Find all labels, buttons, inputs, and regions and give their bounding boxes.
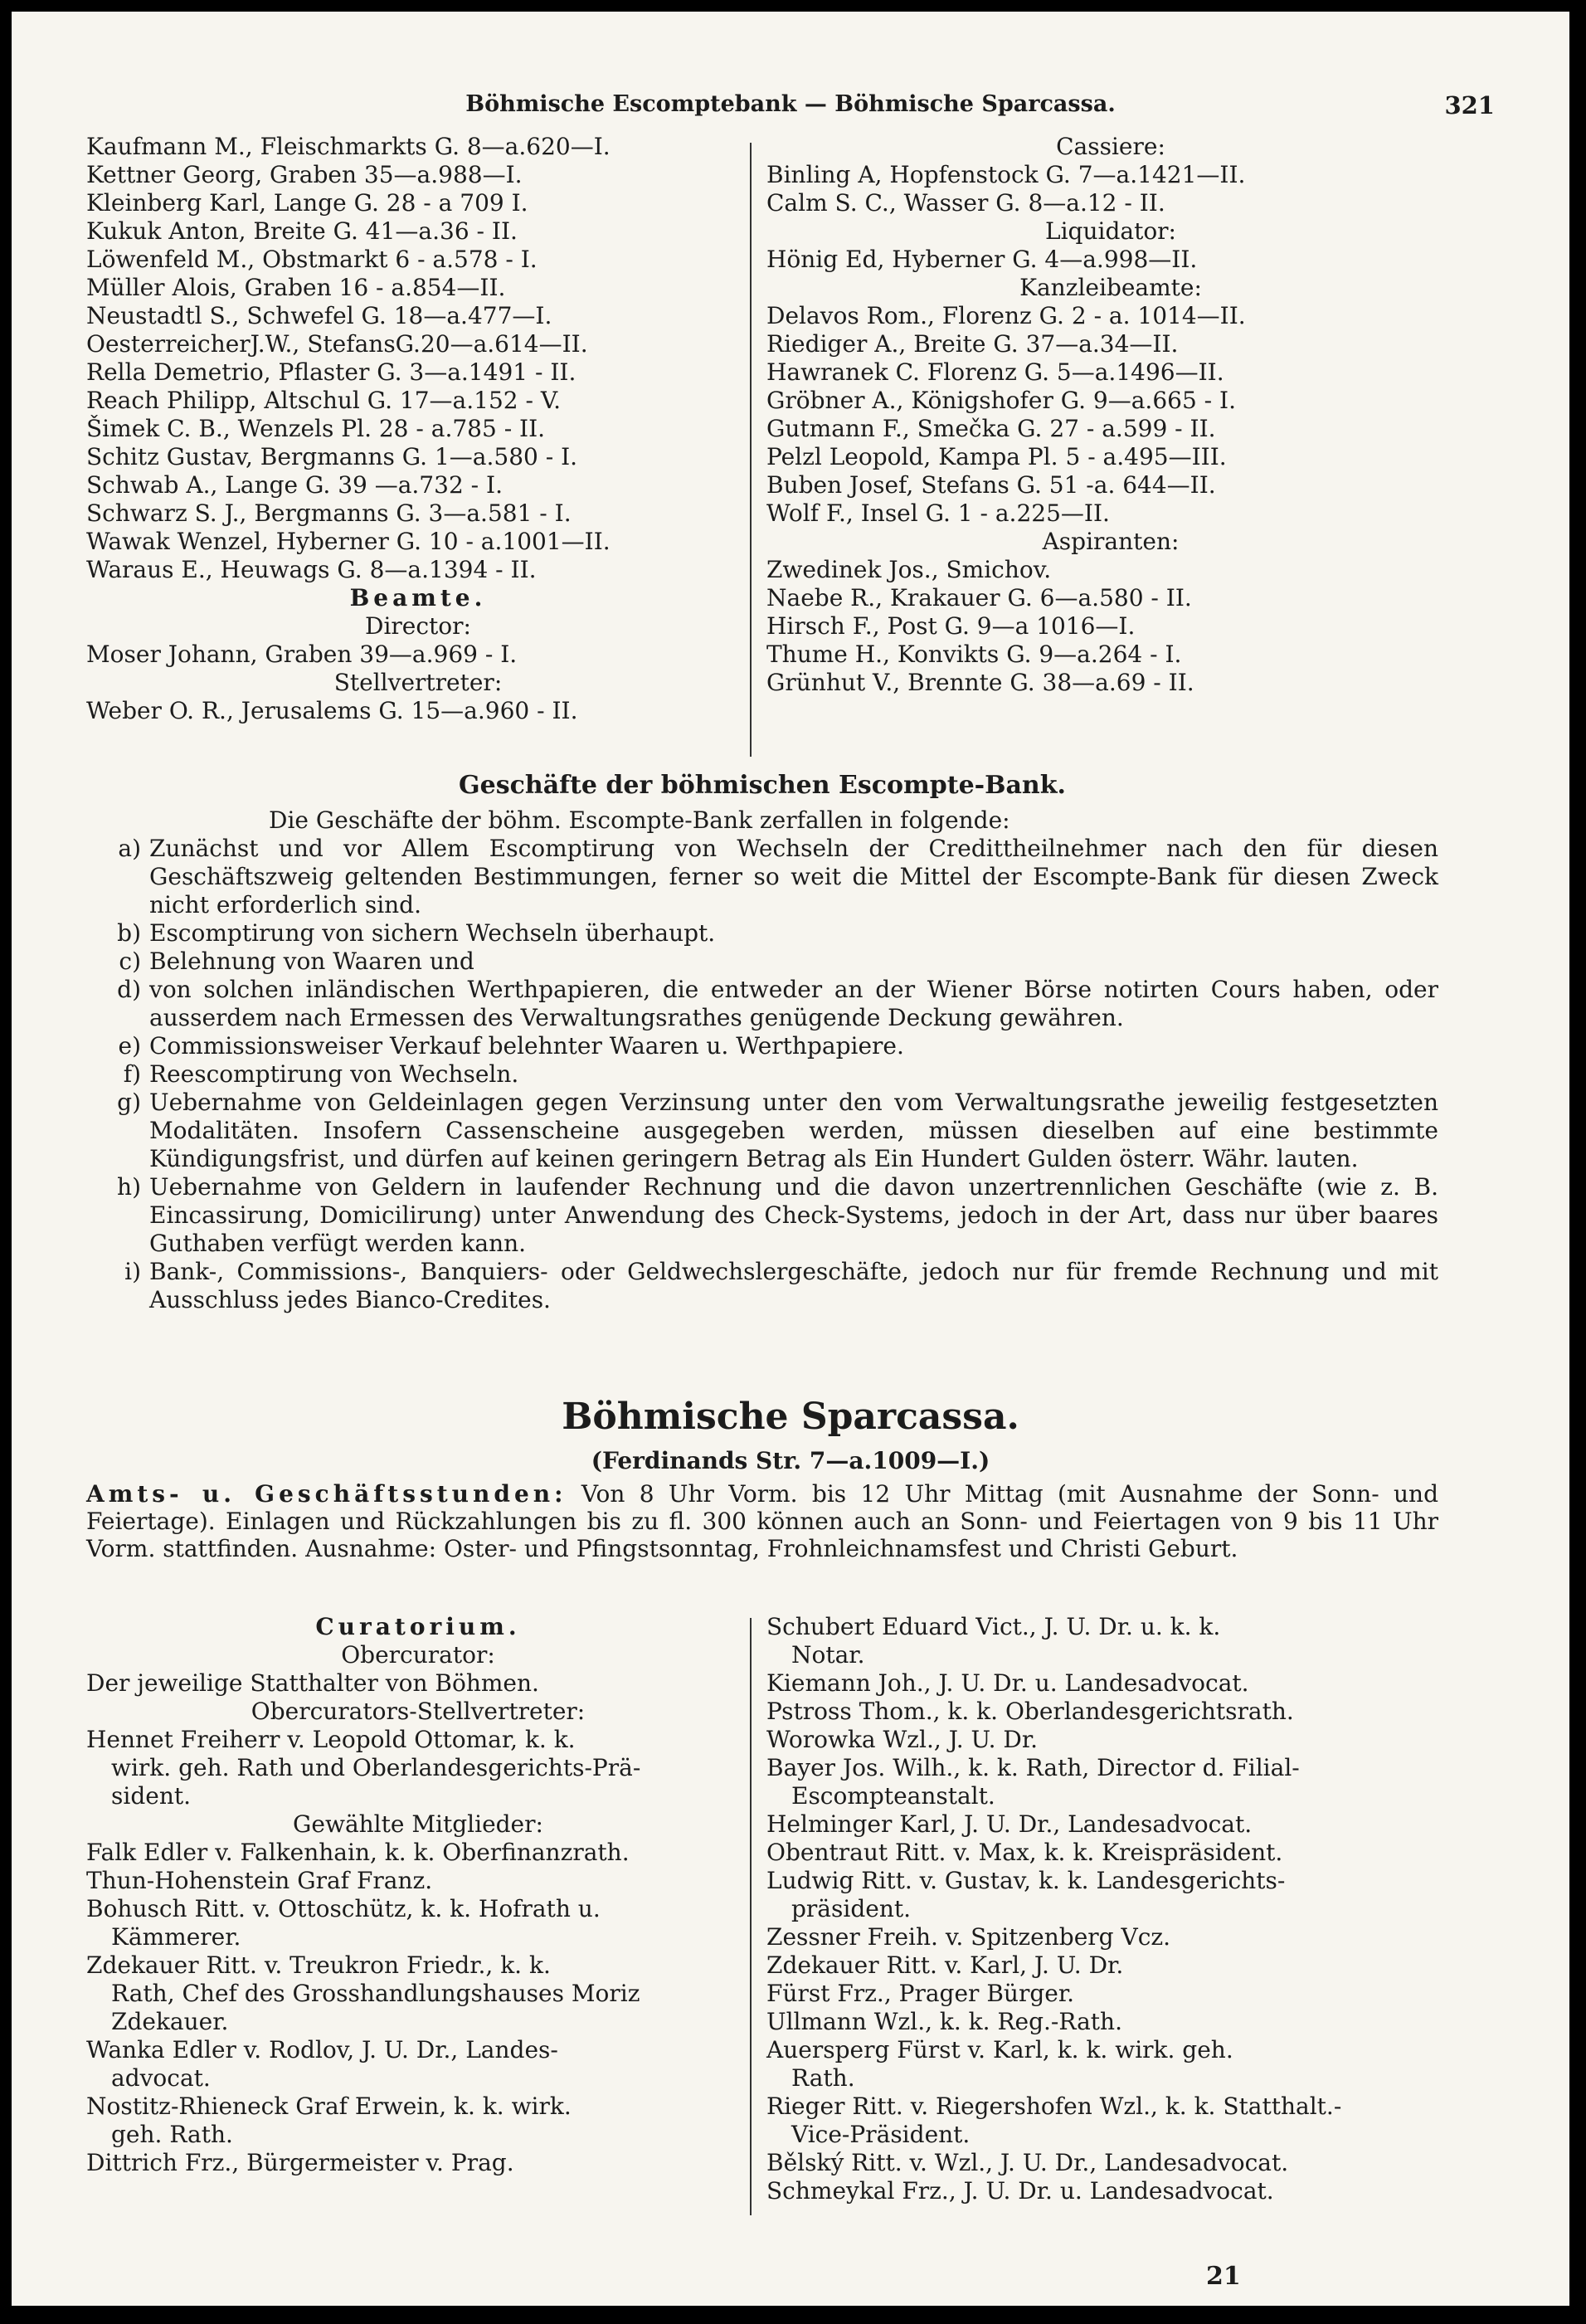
entry-line: Gutmann F., Smečka G. 27 - a.599 - II.	[766, 415, 1216, 442]
curatorium-heading: Curatorium.	[315, 1613, 521, 1640]
member-entry	[766, 2008, 1455, 2036]
entry-line: Kettner Georg, Graben 35—a.988—I.	[86, 161, 523, 188]
members-right-list	[766, 1613, 1455, 2205]
member-entry	[766, 1951, 1455, 1980]
director-entry: Moser Johann, Graben 39—a.969 - I.	[86, 641, 518, 668]
geschaeft-item	[86, 1060, 1438, 1089]
obercurator-stellvertreter-entry	[86, 1726, 750, 1810]
entry-line: Kiemann Joh., J. U. Dr. u. Landesadvocat.	[766, 1669, 1249, 1697]
entry-line: Kaufmann M., Fleischmarkts G. 8—a.620—I.	[86, 133, 611, 160]
entry-line: Pstross Thom., k. k. Oberlandesgerichtsrath.	[766, 1698, 1294, 1725]
geschaeft-item	[86, 919, 1438, 948]
entry-line: präsident.	[791, 1895, 912, 1922]
member-entry	[766, 1867, 1455, 1923]
beamte-heading: Beamte.	[349, 584, 487, 611]
obercurator-label: Obercurator:	[341, 1641, 495, 1669]
escompte-right-column	[766, 133, 1455, 697]
entry-line: OesterreicherJ.W., StefansG.20—a.614—II.	[86, 330, 588, 358]
entry-line: wirk. geh. Rath und Oberlandesgerichts-Prä-	[111, 1754, 641, 1781]
entry-line: Pelzl Leopold, Kampa Pl. 5 - a.495—III.	[766, 443, 1227, 470]
geschaeft-item	[86, 835, 1438, 919]
cassiere-label: Cassiere:	[1056, 133, 1165, 160]
entry-line: Fürst Frz., Prager Bürger.	[766, 1980, 1075, 2007]
sparcassa-address: (Ferdinands Str. 7—a.1009—I.)	[591, 1447, 990, 1474]
entry-line: Schitz Gustav, Bergmanns G. 1—a.580 - I.	[86, 443, 578, 470]
item-letter: b)	[117, 919, 141, 947]
item-text: Commissionsweiser Verkauf belehnter Waaren u. Werthpapiere.	[149, 1032, 904, 1060]
entry-line: Kukuk Anton, Breite G. 41—a.36 - II.	[86, 217, 518, 245]
entry-line: Neustadtl S., Schwefel G. 18—a.477—I.	[86, 302, 552, 329]
member-entry	[766, 1839, 1455, 1867]
entry-line: Zdekauer.	[111, 2008, 229, 2035]
item-text: Escomptirung von sichern Wechseln überhaupt.	[149, 919, 716, 947]
geschaefte-list	[86, 835, 1438, 1314]
entry-line: Helminger Karl, J. U. Dr., Landesadvocat.	[766, 1810, 1253, 1838]
geschaeft-item	[86, 1173, 1438, 1258]
item-text: Reescomptirung von Wechseln.	[149, 1060, 519, 1088]
geschaeft-item	[86, 1032, 1438, 1060]
entry-line: Thun-Hohenstein Graf Franz.	[86, 1867, 433, 1894]
entry-line: Waraus E., Heuwags G. 8—a.1394 - II.	[86, 556, 537, 583]
entry-line: Nostitz-Rhieneck Graf Erwein, k. k. wirk.	[86, 2093, 572, 2120]
geschaefte-intro: Die Geschäfte der böhm. Escompte-Bank zerfallen in folgende:	[269, 806, 1010, 834]
entry-line: Auersperg Fürst v. Karl, k. k. wirk. geh.	[766, 2036, 1233, 2063]
hours-text: Von 8 Uhr Vorm. bis 12 Uhr Mittag (mit Ausnahme der Sonn- und Feiertage). Einlagen und Rückzahlungen bis zu fl. 300 können auch an Sonn- und Feiertagen von 9 bis 11 Uhr Vorm. stattfinden. Ausnahme: Oster- und Pfingstsonntag, Frohnleichnamsfest und Christi Geburt.	[86, 1480, 1438, 1562]
member-entry	[766, 1923, 1455, 1951]
member-entry	[766, 2093, 1455, 2149]
member-entry	[766, 1698, 1455, 1726]
member-entry	[766, 2177, 1455, 2205]
entry-line: Löwenfeld M., Obstmarkt 6 - a.578 - I.	[86, 246, 538, 273]
liquidator-entry: Hönig Ed, Hyberner G. 4—a.998—II.	[766, 246, 1198, 273]
curatorium-left-column	[86, 1613, 750, 2177]
geschaeft-item	[86, 948, 1438, 976]
obercurator-entry: Der jeweilige Statthalter von Böhmen.	[86, 1669, 539, 1697]
member-entry	[766, 2036, 1455, 2093]
member-entry	[766, 1810, 1455, 1839]
entry-line: Zessner Freih. v. Spitzenberg Vcz.	[766, 1923, 1171, 1951]
entry-line: Schubert Eduard Vict., J. U. Dr. u. k. k.	[766, 1613, 1221, 1640]
entry-line: Ludwig Ritt. v. Gustav, k. k. Landesgerichts-	[766, 1867, 1286, 1894]
entry-line: Hawranek C. Florenz G. 5—a.1496—II.	[766, 358, 1224, 386]
entry-line: Falk Edler v. Falkenhain, k. k. Oberfinanzrath.	[86, 1839, 630, 1866]
entry-line: Vice-Präsident.	[791, 2121, 971, 2148]
curatorium-right-column	[766, 1613, 1455, 2205]
member-entry	[86, 1839, 750, 1867]
entry-line: Šimek C. B., Wenzels Pl. 28 - a.785 - II.	[86, 415, 546, 442]
item-text: Zunächst und vor Allem Escomptirung von Wechseln der Credittheilnehmer nach den für diesen Geschäftszweig geltenden Bestimmungen, ferner so weit die Mittel der Escompte-Bank für diesen Zweck nicht erforderlich sind.	[149, 835, 1438, 918]
entry-line: sident.	[111, 1782, 192, 1810]
entry-line: Hirsch F., Post G. 9—a 1016—I.	[766, 612, 1136, 640]
page-number: 321	[1444, 91, 1495, 119]
entry-line: Worowka Wzl., J. U. Dr.	[766, 1726, 1039, 1753]
entry-line: Rath.	[791, 2064, 855, 2092]
member-entry	[86, 2093, 750, 2149]
entry-line: Ullmann Wzl., k. k. Reg.-Rath.	[766, 2008, 1122, 2035]
entry-line: Bohusch Ritt. v. Ottoschütz, k. k. Hofrath u.	[86, 1895, 601, 1922]
member-entry	[766, 1669, 1455, 1698]
sparcassa-hours	[86, 1480, 1438, 1562]
entry-line: Kämmerer.	[111, 1923, 241, 1951]
geschaeft-item	[86, 1258, 1438, 1314]
entry-line: Reach Philipp, Altschul G. 17—a.152 - V.	[86, 387, 562, 414]
item-letter: g)	[117, 1089, 141, 1116]
entry-line: Delavos Rom., Florenz G. 2 - a. 1014—II.	[766, 302, 1246, 329]
kanzlei-label: Kanzleibeamte:	[1019, 274, 1202, 301]
entry-line: Grünhut V., Brennte G. 38—a.69 - II.	[766, 669, 1194, 696]
geschaeft-item	[86, 1089, 1438, 1173]
entry-line: Binling A, Hopfenstock G. 7—a.1421—II.	[766, 161, 1246, 188]
member-entry	[766, 1726, 1455, 1754]
running-head: Böhmische Escomptebank — Böhmische Sparcassa.	[465, 91, 1116, 117]
entry-line: Bělský Ritt. v. Wzl., J. U. Dr., Landesadvocat.	[766, 2149, 1289, 2176]
entry-line: Bayer Jos. Wilh., k. k. Rath, Director d. Filial-	[766, 1754, 1300, 1781]
item-letter: h)	[117, 1173, 141, 1201]
entry-line: Schmeykal Frz., J. U. Dr. u. Landesadvocat.	[766, 2177, 1274, 2205]
director-label: Director:	[365, 612, 471, 640]
entry-line: Wolf F., Insel G. 1 - a.225—II.	[766, 499, 1110, 527]
entry-line: Notar.	[791, 1641, 865, 1669]
entry-line: Müller Alois, Graben 16 - a.854—II.	[86, 274, 506, 301]
geschaefte-heading: Geschäfte der böhmischen Escompte-Bank.	[459, 771, 1066, 800]
stellvertreter-entry: Weber O. R., Jerusalems G. 15—a.960 - II.	[86, 697, 578, 724]
entry-line: Wawak Wenzel, Hyberner G. 10 - a.1001—II.	[86, 528, 611, 555]
member-entry	[766, 1754, 1455, 1810]
item-letter: c)	[119, 948, 141, 975]
member-entry	[86, 2036, 750, 2093]
item-text: Uebernahme von Geldeinlagen gegen Verzinsung unter den vom Verwaltungsrathe jeweilig festgesetzten Modalitäten. Insofern Cassenscheine ausgegeben werden, müssen dieselben auf eine bestimmte Kündigungsfrist, und dürfen auf keinen geringern Betrag als Ein Hundert Gulden österr. Währ. lauten.	[149, 1089, 1438, 1172]
entry-line: Dittrich Frz., Bürgermeister v. Prag.	[86, 2149, 514, 2176]
item-letter: e)	[118, 1032, 141, 1060]
entry-line: Naebe R., Krakauer G. 6—a.580 - II.	[766, 584, 1192, 611]
entry-line: Wanka Edler v. Rodlov, J. U. Dr., Landes-	[86, 2036, 558, 2063]
entry-line: advocat.	[111, 2064, 211, 2092]
item-letter: f)	[123, 1060, 141, 1088]
item-text: von solchen inländischen Werthpapieren, die entweder an der Wiener Börse notirten Cours haben, oder ausserdem nach Ermessen des Verwaltungsrathes genügende Deckung gewähren.	[149, 976, 1438, 1031]
liquidator-label: Liquidator:	[1044, 217, 1176, 245]
entry-line: Zwedinek Jos., Smichov.	[766, 556, 1052, 583]
scanned-page	[12, 12, 1569, 2306]
escompte-left-column	[86, 133, 750, 725]
entry-line: Rath, Chef des Grosshandlungshauses Moriz	[111, 1980, 640, 2007]
item-letter: a)	[118, 835, 141, 862]
members-left-list	[86, 1839, 750, 2177]
item-letter: i)	[124, 1258, 141, 1285]
entry-line: Thume H., Konvikts G. 9—a.264 - I.	[766, 641, 1182, 668]
entry-line: Rella Demetrio, Pflaster G. 3—a.1491 - II.	[86, 358, 577, 386]
item-letter: d)	[117, 976, 141, 1003]
kanzlei-list	[766, 302, 1455, 528]
member-entry	[766, 1613, 1455, 1669]
entry-line: Obentraut Ritt. v. Max, k. k. Kreispräsident.	[766, 1839, 1283, 1866]
sparcassa-title: Böhmische Sparcassa.	[562, 1396, 1019, 1438]
stellvertreter-label: Stellvertreter:	[333, 669, 503, 696]
entry-line: Rieger Ritt. v. Riegershofen Wzl., k. k. Statthalt.-	[766, 2093, 1342, 2120]
member-entry	[86, 1895, 750, 1951]
item-text: Uebernahme von Geldern in laufender Rechnung und die davon unzertrennlichen Geschäfte (wie z. B. Eincassirung, Domicilirung) unter Anwendung des Check-Systems, jedoch in der Art, dass nur über baares Guthaben verfügt werden kann.	[149, 1173, 1438, 1257]
entry-line: Zdekauer Ritt. v. Treukron Friedr., k. k.	[86, 1951, 551, 1979]
entry-line: Schwab A., Lange G. 39 —a.732 - I.	[86, 471, 503, 499]
geschaefte-section	[86, 772, 1438, 1314]
escompte-staff-list	[86, 133, 750, 584]
entry-line: Schwarz S. J., Bergmanns G. 3—a.581 - I.	[86, 499, 572, 527]
item-text: Bank-, Commissions-, Banquiers- oder Geldwechslergeschäfte, jedoch nur für fremde Rechnung und mit Ausschluss jedes Bianco-Credites.	[149, 1258, 1438, 1313]
member-entry	[766, 1980, 1455, 2008]
member-entry	[86, 2149, 750, 2177]
entry-line: Escompteanstalt.	[791, 1782, 995, 1810]
entry-line: Kleinberg Karl, Lange G. 28 - a 709 I.	[86, 189, 528, 217]
obercurator-stellvertreter-label: Obercurators-Stellvertreter:	[251, 1698, 586, 1725]
aspiranten-list	[766, 556, 1455, 697]
entry-line: Riediger A., Breite G. 37—a.34—II.	[766, 330, 1179, 358]
member-entry	[86, 1867, 750, 1895]
entry-line: Zdekauer Ritt. v. Karl, J. U. Dr.	[766, 1951, 1124, 1979]
entry-line: Buben Josef, Stefans G. 51 -a. 644—II.	[766, 471, 1216, 499]
cassiere-list	[766, 161, 1455, 217]
aspiranten-label: Aspiranten:	[1042, 528, 1180, 555]
hours-label: Amts- u. Geschäftsstunden:	[86, 1480, 567, 1508]
signature-mark: 21	[1206, 2262, 1241, 2291]
entry-line: Calm S. C., Wasser G. 8—a.12 - II.	[766, 189, 1165, 217]
member-entry	[766, 2149, 1455, 2177]
entry-line: Gröbner A., Königshofer G. 9—a.665 - I.	[766, 387, 1237, 414]
entry-line: Hennet Freiherr v. Leopold Ottomar, k. k.	[86, 1726, 576, 1753]
geschaeft-item	[86, 976, 1438, 1032]
column-divider-top	[750, 143, 752, 757]
item-text: Belehnung von Waaren und	[149, 948, 474, 975]
entry-line: geh. Rath.	[111, 2121, 233, 2148]
column-divider-bottom	[750, 1618, 752, 2215]
mitglieder-label: Gewählte Mitglieder:	[293, 1810, 543, 1838]
member-entry	[86, 1951, 750, 2036]
